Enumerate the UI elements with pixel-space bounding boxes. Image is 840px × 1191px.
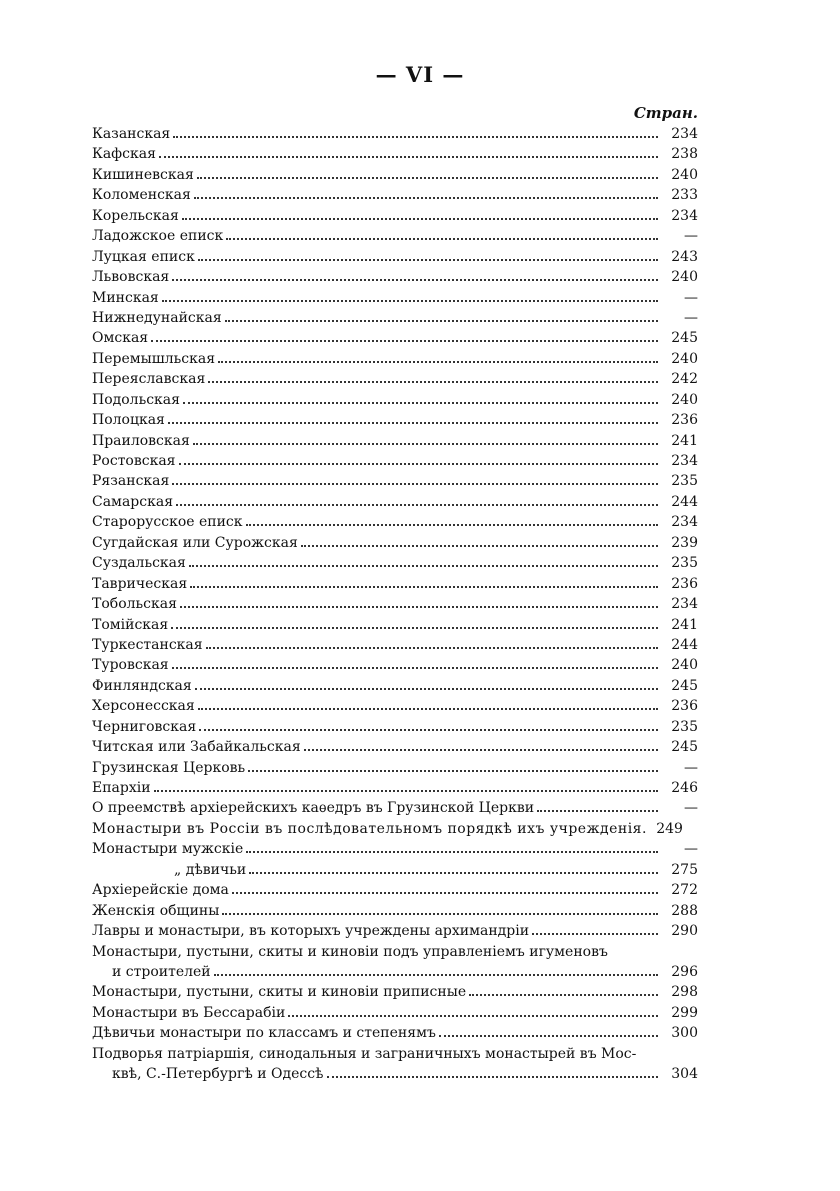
dot-leader [183, 402, 658, 404]
toc-entry-page: 241 [671, 616, 698, 633]
toc-entry-page: 240 [671, 350, 698, 367]
toc-entry [92, 717, 698, 737]
toc-entry-label: Кафская [92, 146, 156, 163]
toc-entry [92, 758, 698, 778]
toc-entry [92, 839, 698, 859]
toc-entry-label: Минская [92, 289, 159, 306]
toc-entry-page: 235 [671, 718, 698, 735]
dot-leader [194, 197, 658, 199]
toc-entry-page: 240 [671, 166, 698, 183]
toc-entry [92, 533, 698, 553]
toc-entry-page: 235 [671, 555, 698, 572]
toc-entry [92, 431, 698, 451]
toc-entry-page: — [684, 228, 698, 245]
toc-entry-label: Тобольская [92, 596, 177, 613]
dot-leader [172, 483, 658, 485]
toc-entry-page: — [684, 841, 698, 858]
toc-entry [92, 288, 698, 308]
toc-entry-label: Ростовская [92, 453, 176, 469]
toc-entry-label: Кишиневская [92, 166, 194, 183]
dot-leader [226, 238, 658, 240]
toc-entry [92, 226, 698, 246]
toc-entry-label: Женскія общины [92, 902, 220, 919]
table-of-contents [92, 124, 698, 1085]
toc-entry-label: Финляндская [92, 677, 192, 694]
toc-entry-label: Монастыри мужскіе [92, 841, 244, 858]
toc-entry-label: Монастыри, пустыни, скиты и киновіи приписные [92, 984, 467, 1001]
toc-entry [92, 574, 698, 594]
toc-entry-label: Таврическая [92, 575, 188, 592]
toc-entry-page: 272 [671, 882, 698, 899]
toc-entry-page: 241 [671, 432, 698, 449]
dot-leader [301, 545, 658, 547]
dot-leader [198, 708, 658, 710]
toc-entry-page: 298 [671, 984, 698, 1001]
toc-entry-label: Нижнедунайская [92, 309, 222, 326]
dot-leader [225, 320, 658, 322]
dot-leader [214, 974, 658, 976]
toc-entry-label: Лавры и монастыри, въ которыхъ учреждены архимандріи [92, 923, 530, 940]
toc-entry-label: Суздальская [92, 555, 186, 572]
toc-entry-page: 234 [671, 514, 698, 531]
dot-leader [206, 647, 658, 649]
toc-entry-page: 240 [671, 391, 698, 408]
toc-entry [92, 594, 698, 614]
toc-entry-label: Коломенская [92, 187, 191, 204]
toc-entry-label: квѣ, С.-Петербургѣ и Одессѣ [112, 1066, 324, 1083]
toc-entry-label: Грузинская Церковь [92, 759, 246, 776]
toc-entry-page: 239 [671, 534, 698, 551]
toc-entry [92, 1003, 698, 1023]
dot-leader [532, 933, 658, 935]
toc-entry-page: 234 [671, 453, 698, 469]
toc-entry-label: Праиловская [92, 432, 190, 449]
toc-entry [92, 655, 698, 675]
toc-entry-page: 233 [671, 187, 698, 204]
toc-entry [92, 471, 698, 491]
toc-entry-page: — [684, 759, 698, 776]
toc-entry [92, 615, 698, 635]
dot-leader [327, 1076, 659, 1078]
dot-leader [182, 218, 658, 220]
toc-entry [92, 410, 698, 430]
toc-entry-page: 234 [671, 126, 698, 142]
toc-entry-label: Омская [92, 330, 149, 347]
toc-entry [92, 492, 698, 512]
toc-entry-label: „ дѣвичьи [174, 861, 247, 878]
toc-entry-page: 275 [671, 861, 698, 878]
toc-entry-label: Переяславская [92, 371, 206, 388]
toc-entry-page: 240 [671, 269, 698, 286]
toc-entry [92, 901, 698, 921]
toc-entry [92, 144, 698, 164]
toc-entry-label: Ладожское еписк [92, 228, 224, 245]
toc-entry-label: Епархіи [92, 780, 151, 796]
dot-leader [193, 443, 658, 445]
dot-leader [151, 340, 658, 342]
toc-entry [92, 349, 698, 369]
dot-leader [190, 586, 658, 588]
toc-entry [92, 860, 698, 880]
toc-entry [92, 165, 698, 185]
toc-entry [92, 247, 698, 267]
toc-entry-page: 240 [671, 657, 698, 674]
toc-entry [92, 328, 698, 348]
toc-entry [92, 696, 698, 716]
toc-entry-first-line: Подворья патріаршія, синодальныя и заграничныхъ монастырей въ Мос- [92, 1045, 637, 1062]
page-column-label: Стран. [633, 104, 698, 122]
dot-leader [288, 1015, 658, 1017]
toc-entry-label: Архіерейскіе дома [92, 882, 229, 899]
toc-entry-label: Корельская [92, 207, 179, 224]
toc-entry-label: О преемствѣ архіерейскихъ каѳедръ въ Грузинской Церкви [92, 800, 535, 817]
toc-entry-label: Старорусское еписк [92, 514, 243, 531]
toc-entry-label: Черниговская [92, 718, 197, 735]
toc-entry [92, 778, 698, 798]
toc-entry [92, 185, 698, 205]
toc-entry [92, 798, 698, 818]
toc-entry-label: Херсонесская [92, 698, 195, 715]
toc-entry-label: Монастыри въ Россіи въ послѣдовательномъ порядкѣ ихъ учрежденія. [92, 820, 647, 837]
toc-entry [92, 206, 698, 226]
toc-entry-page: 245 [671, 739, 698, 756]
toc-entry-page: 234 [671, 596, 698, 613]
dot-leader [198, 259, 658, 261]
toc-entry-label: Монастыри въ Бессарабіи [92, 1004, 286, 1021]
toc-entry-page: 290 [671, 923, 698, 940]
dot-leader [222, 913, 658, 915]
toc-entry-page: 244 [671, 636, 698, 653]
toc-entry [92, 635, 698, 655]
dot-leader [249, 872, 658, 874]
dot-leader [469, 994, 658, 996]
dot-leader [173, 136, 658, 138]
dot-leader [246, 524, 658, 526]
toc-entry [92, 308, 698, 328]
toc-entry-label: Рязанская [92, 473, 170, 490]
toc-entry-label: Читская или Забайкальская [92, 739, 301, 756]
toc-entry-label: Туркестанская [92, 636, 203, 653]
dot-leader [189, 565, 658, 567]
toc-entry [92, 982, 698, 1002]
toc-entry-page: 246 [671, 780, 698, 796]
toc-entry [92, 512, 698, 532]
toc-entry-label: Томійская [92, 616, 169, 633]
toc-entry-label: и строителей [112, 963, 211, 980]
dot-leader [199, 729, 658, 731]
toc-entry-label: Луцкая еписк [92, 248, 195, 265]
toc-entry-page: 238 [671, 146, 698, 163]
dot-leader [171, 627, 658, 629]
toc-entry-page: — [684, 800, 698, 817]
toc-entry-page: 243 [671, 248, 698, 265]
toc-entry [92, 1023, 698, 1043]
toc-entry-page: 300 [671, 1025, 698, 1042]
dot-leader [172, 667, 658, 669]
toc-entry [92, 962, 698, 982]
toc-entry-page: — [684, 309, 698, 326]
dot-leader [168, 422, 658, 424]
toc-entry [92, 267, 698, 287]
dot-leader [154, 790, 658, 792]
toc-entry-first-line: Монастыри, пустыни, скиты и киновіи подъ управленіемъ игуменовъ [92, 943, 608, 960]
toc-entry-page: 234 [671, 207, 698, 224]
toc-entry-page: 236 [671, 698, 698, 715]
toc-entry-page: — [684, 289, 698, 306]
toc-entry [92, 553, 698, 573]
toc-entry [92, 1064, 698, 1084]
dot-leader [208, 381, 658, 383]
dot-leader [180, 606, 658, 608]
toc-entry-page: 299 [671, 1004, 698, 1021]
dot-leader [218, 361, 658, 363]
toc-entry-page: 249 [656, 820, 683, 837]
toc-entry [92, 390, 698, 410]
dot-leader [162, 300, 658, 302]
dot-leader [176, 504, 658, 506]
toc-entry-label: Дѣвичьи монастыри по классамъ и степенямъ [92, 1025, 436, 1042]
toc-entry [92, 369, 698, 389]
dot-leader [232, 892, 658, 894]
toc-entry-label: Львовская [92, 269, 170, 286]
dot-leader [195, 688, 658, 690]
dot-leader [537, 810, 658, 812]
dot-leader [304, 749, 658, 751]
toc-entry [92, 921, 698, 941]
toc-entry-page: 296 [671, 963, 698, 980]
toc-entry-label: Самарская [92, 493, 174, 510]
toc-entry-page: 245 [671, 330, 698, 347]
dot-leader [439, 1035, 658, 1037]
toc-entry-label: Казанская [92, 126, 171, 142]
toc-entry [92, 819, 698, 839]
toc-entry [92, 737, 698, 757]
dot-leader [248, 770, 658, 772]
toc-entry-page: 288 [671, 902, 698, 919]
toc-entry-label: Подольская [92, 391, 180, 408]
toc-entry [92, 451, 698, 471]
dot-leader [246, 851, 658, 853]
dot-leader [172, 279, 658, 281]
toc-entry-page: 245 [671, 677, 698, 694]
toc-entry [92, 124, 698, 144]
toc-entry [92, 880, 698, 900]
toc-entry-page: 236 [671, 575, 698, 592]
toc-entry [92, 676, 698, 696]
toc-entry-page: 235 [671, 473, 698, 490]
toc-entry-label: Полоцкая [92, 412, 165, 429]
toc-entry-label: Сугдайская или Сурожская [92, 534, 298, 551]
toc-entry-page: 236 [671, 412, 698, 429]
dot-leader [159, 156, 658, 158]
toc-entry-page: 242 [671, 371, 698, 388]
toc-entry-page: 244 [671, 493, 698, 510]
toc-entry-label: Перемышльская [92, 350, 216, 367]
page-number-header: — VI — [375, 62, 465, 87]
toc-entry-page: 304 [671, 1066, 698, 1083]
toc-entry-label: Туровская [92, 657, 169, 674]
dot-leader [197, 177, 658, 179]
dot-leader [179, 463, 658, 465]
